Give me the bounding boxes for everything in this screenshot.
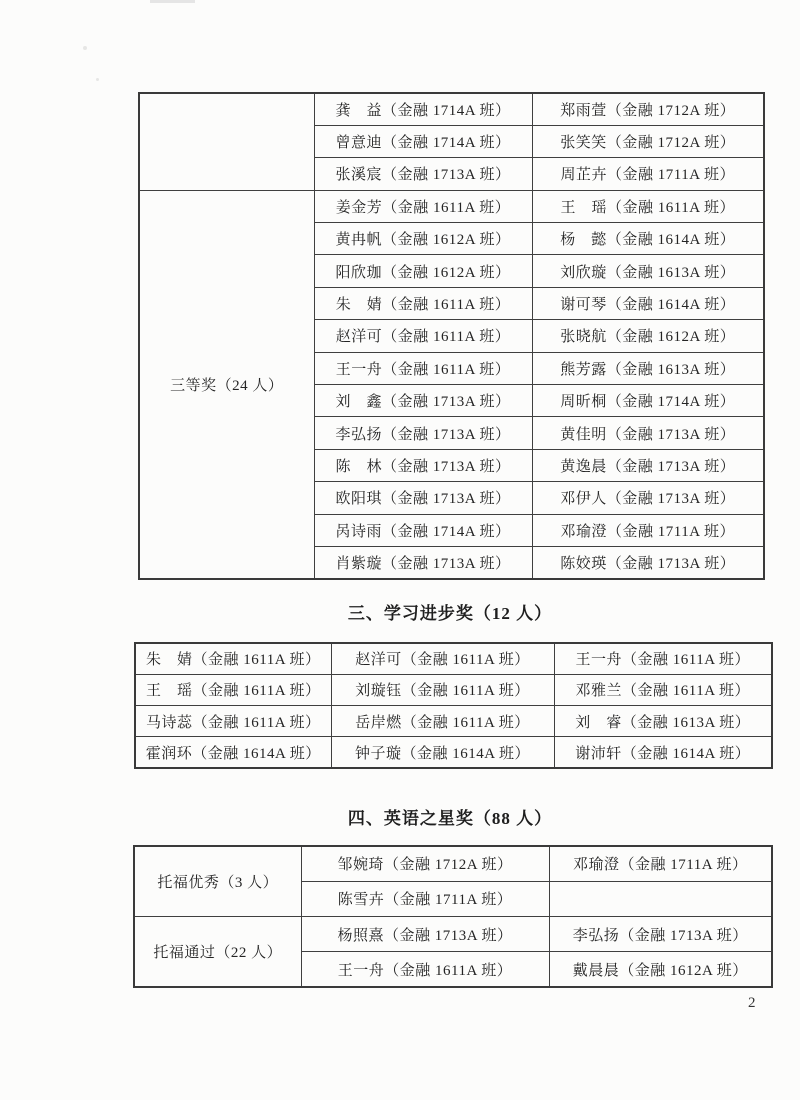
table-row xyxy=(134,917,772,952)
winner-name-cell: 朱 婧（金融 1611A 班） xyxy=(135,643,331,674)
scan-artifact xyxy=(150,0,195,3)
winner-name-cell: 张溪宸（金融 1713A 班） xyxy=(314,158,532,190)
winner-name-cell: 谢沛轩（金融 1614A 班） xyxy=(554,737,772,768)
winner-name-cell: 曾意迪（金融 1714A 班） xyxy=(314,125,532,157)
page-number: 2 xyxy=(748,995,756,1011)
winner-name-cell: 肖紫璇（金融 1713A 班） xyxy=(314,546,532,578)
winner-name-cell: 王一舟（金融 1611A 班） xyxy=(314,352,532,384)
winner-name-cell: 熊芳露（金融 1613A 班） xyxy=(532,352,764,384)
winner-name-cell: 王一舟（金融 1611A 班） xyxy=(301,952,549,987)
table-row xyxy=(134,846,772,881)
winner-name-cell: 刘 睿（金融 1613A 班） xyxy=(554,706,772,737)
winner-name-cell: 戴晨晨（金融 1612A 班） xyxy=(549,952,772,987)
scan-speck xyxy=(96,78,99,81)
progress-award-table xyxy=(134,642,773,769)
winner-name-cell: 邓伊人（金融 1713A 班） xyxy=(532,482,764,514)
award-category-cell: 三等奖（24 人） xyxy=(139,190,314,579)
winner-name-cell: 黄逸晨（金融 1713A 班） xyxy=(532,449,764,481)
english-star-award-table xyxy=(133,845,773,988)
winner-name-cell: 钟子璇（金融 1614A 班） xyxy=(331,737,554,768)
winner-name-cell: 李弘扬（金融 1713A 班） xyxy=(314,417,532,449)
winner-name-cell: 马诗蕊（金融 1611A 班） xyxy=(135,706,331,737)
winner-name-cell: 邓瑜澄（金融 1711A 班） xyxy=(532,514,764,546)
winner-name-cell: 杨 懿（金融 1614A 班） xyxy=(532,223,764,255)
winner-name-cell: 李弘扬（金融 1713A 班） xyxy=(549,917,772,952)
winner-name-cell: 邓雅兰（金融 1611A 班） xyxy=(554,674,772,705)
winner-name-cell: 朱 婧（金融 1611A 班） xyxy=(314,287,532,319)
winner-name-cell: 邹婉琦（金融 1712A 班） xyxy=(301,846,549,881)
empty-cell xyxy=(549,881,772,916)
award-category-cell: 托福通过（22 人） xyxy=(134,917,301,988)
winner-name-cell: 陈姣瑛（金融 1713A 班） xyxy=(532,546,764,578)
award-category-cell xyxy=(139,93,314,190)
table-row xyxy=(135,643,772,674)
table-row xyxy=(139,190,764,222)
winner-name-cell: 刘欣璇（金融 1613A 班） xyxy=(532,255,764,287)
winner-name-cell: 黄佳明（金融 1713A 班） xyxy=(532,417,764,449)
table-row xyxy=(135,737,772,768)
winner-name-cell: 阳欣珈（金融 1612A 班） xyxy=(314,255,532,287)
section-heading-english-star-award: 四、英语之星奖（88 人） xyxy=(347,809,553,828)
winner-name-cell: 赵洋可（金融 1611A 班） xyxy=(331,643,554,674)
winner-name-cell: 郑雨萱（金融 1712A 班） xyxy=(532,93,764,125)
section-heading-progress-award: 三、学习进步奖（12 人） xyxy=(347,604,553,623)
winner-name-cell: 岳岸燃（金融 1611A 班） xyxy=(331,706,554,737)
winner-name-cell: 王 瑶（金融 1611A 班） xyxy=(135,674,331,705)
winner-name-cell: 张笑笑（金融 1712A 班） xyxy=(532,125,764,157)
winner-name-cell: 周昕桐（金融 1714A 班） xyxy=(532,385,764,417)
winner-name-cell: 陈 林（金融 1713A 班） xyxy=(314,449,532,481)
winner-name-cell: 刘 鑫（金融 1713A 班） xyxy=(314,385,532,417)
winner-name-cell: 姜金芳（金融 1611A 班） xyxy=(314,190,532,222)
winner-name-cell: 刘璇钰（金融 1611A 班） xyxy=(331,674,554,705)
winner-name-cell: 周芷卉（金融 1711A 班） xyxy=(532,158,764,190)
winner-name-cell: 龚 益（金融 1714A 班） xyxy=(314,93,532,125)
winner-name-cell: 欧阳琪（金融 1713A 班） xyxy=(314,482,532,514)
winner-name-cell: 霍润环（金融 1614A 班） xyxy=(135,737,331,768)
scan-speck xyxy=(83,46,87,50)
winner-name-cell: 邓瑜澄（金融 1711A 班） xyxy=(549,846,772,881)
winner-name-cell: 赵洋可（金融 1611A 班） xyxy=(314,320,532,352)
winner-name-cell: 黄冉帆（金融 1612A 班） xyxy=(314,223,532,255)
table-row xyxy=(135,674,772,705)
winner-name-cell: 王 瑶（金融 1611A 班） xyxy=(532,190,764,222)
award-category-cell: 托福优秀（3 人） xyxy=(134,846,301,917)
winner-name-cell: 呙诗雨（金融 1714A 班） xyxy=(314,514,532,546)
winner-name-cell: 杨照熹（金融 1713A 班） xyxy=(301,917,549,952)
winner-name-cell: 陈雪卉（金融 1711A 班） xyxy=(301,881,549,916)
winner-name-cell: 张晓航（金融 1612A 班） xyxy=(532,320,764,352)
third-prize-award-table xyxy=(138,92,765,580)
table-row xyxy=(139,93,764,125)
table-row xyxy=(135,706,772,737)
winner-name-cell: 谢可琴（金融 1614A 班） xyxy=(532,287,764,319)
winner-name-cell: 王一舟（金融 1611A 班） xyxy=(554,643,772,674)
